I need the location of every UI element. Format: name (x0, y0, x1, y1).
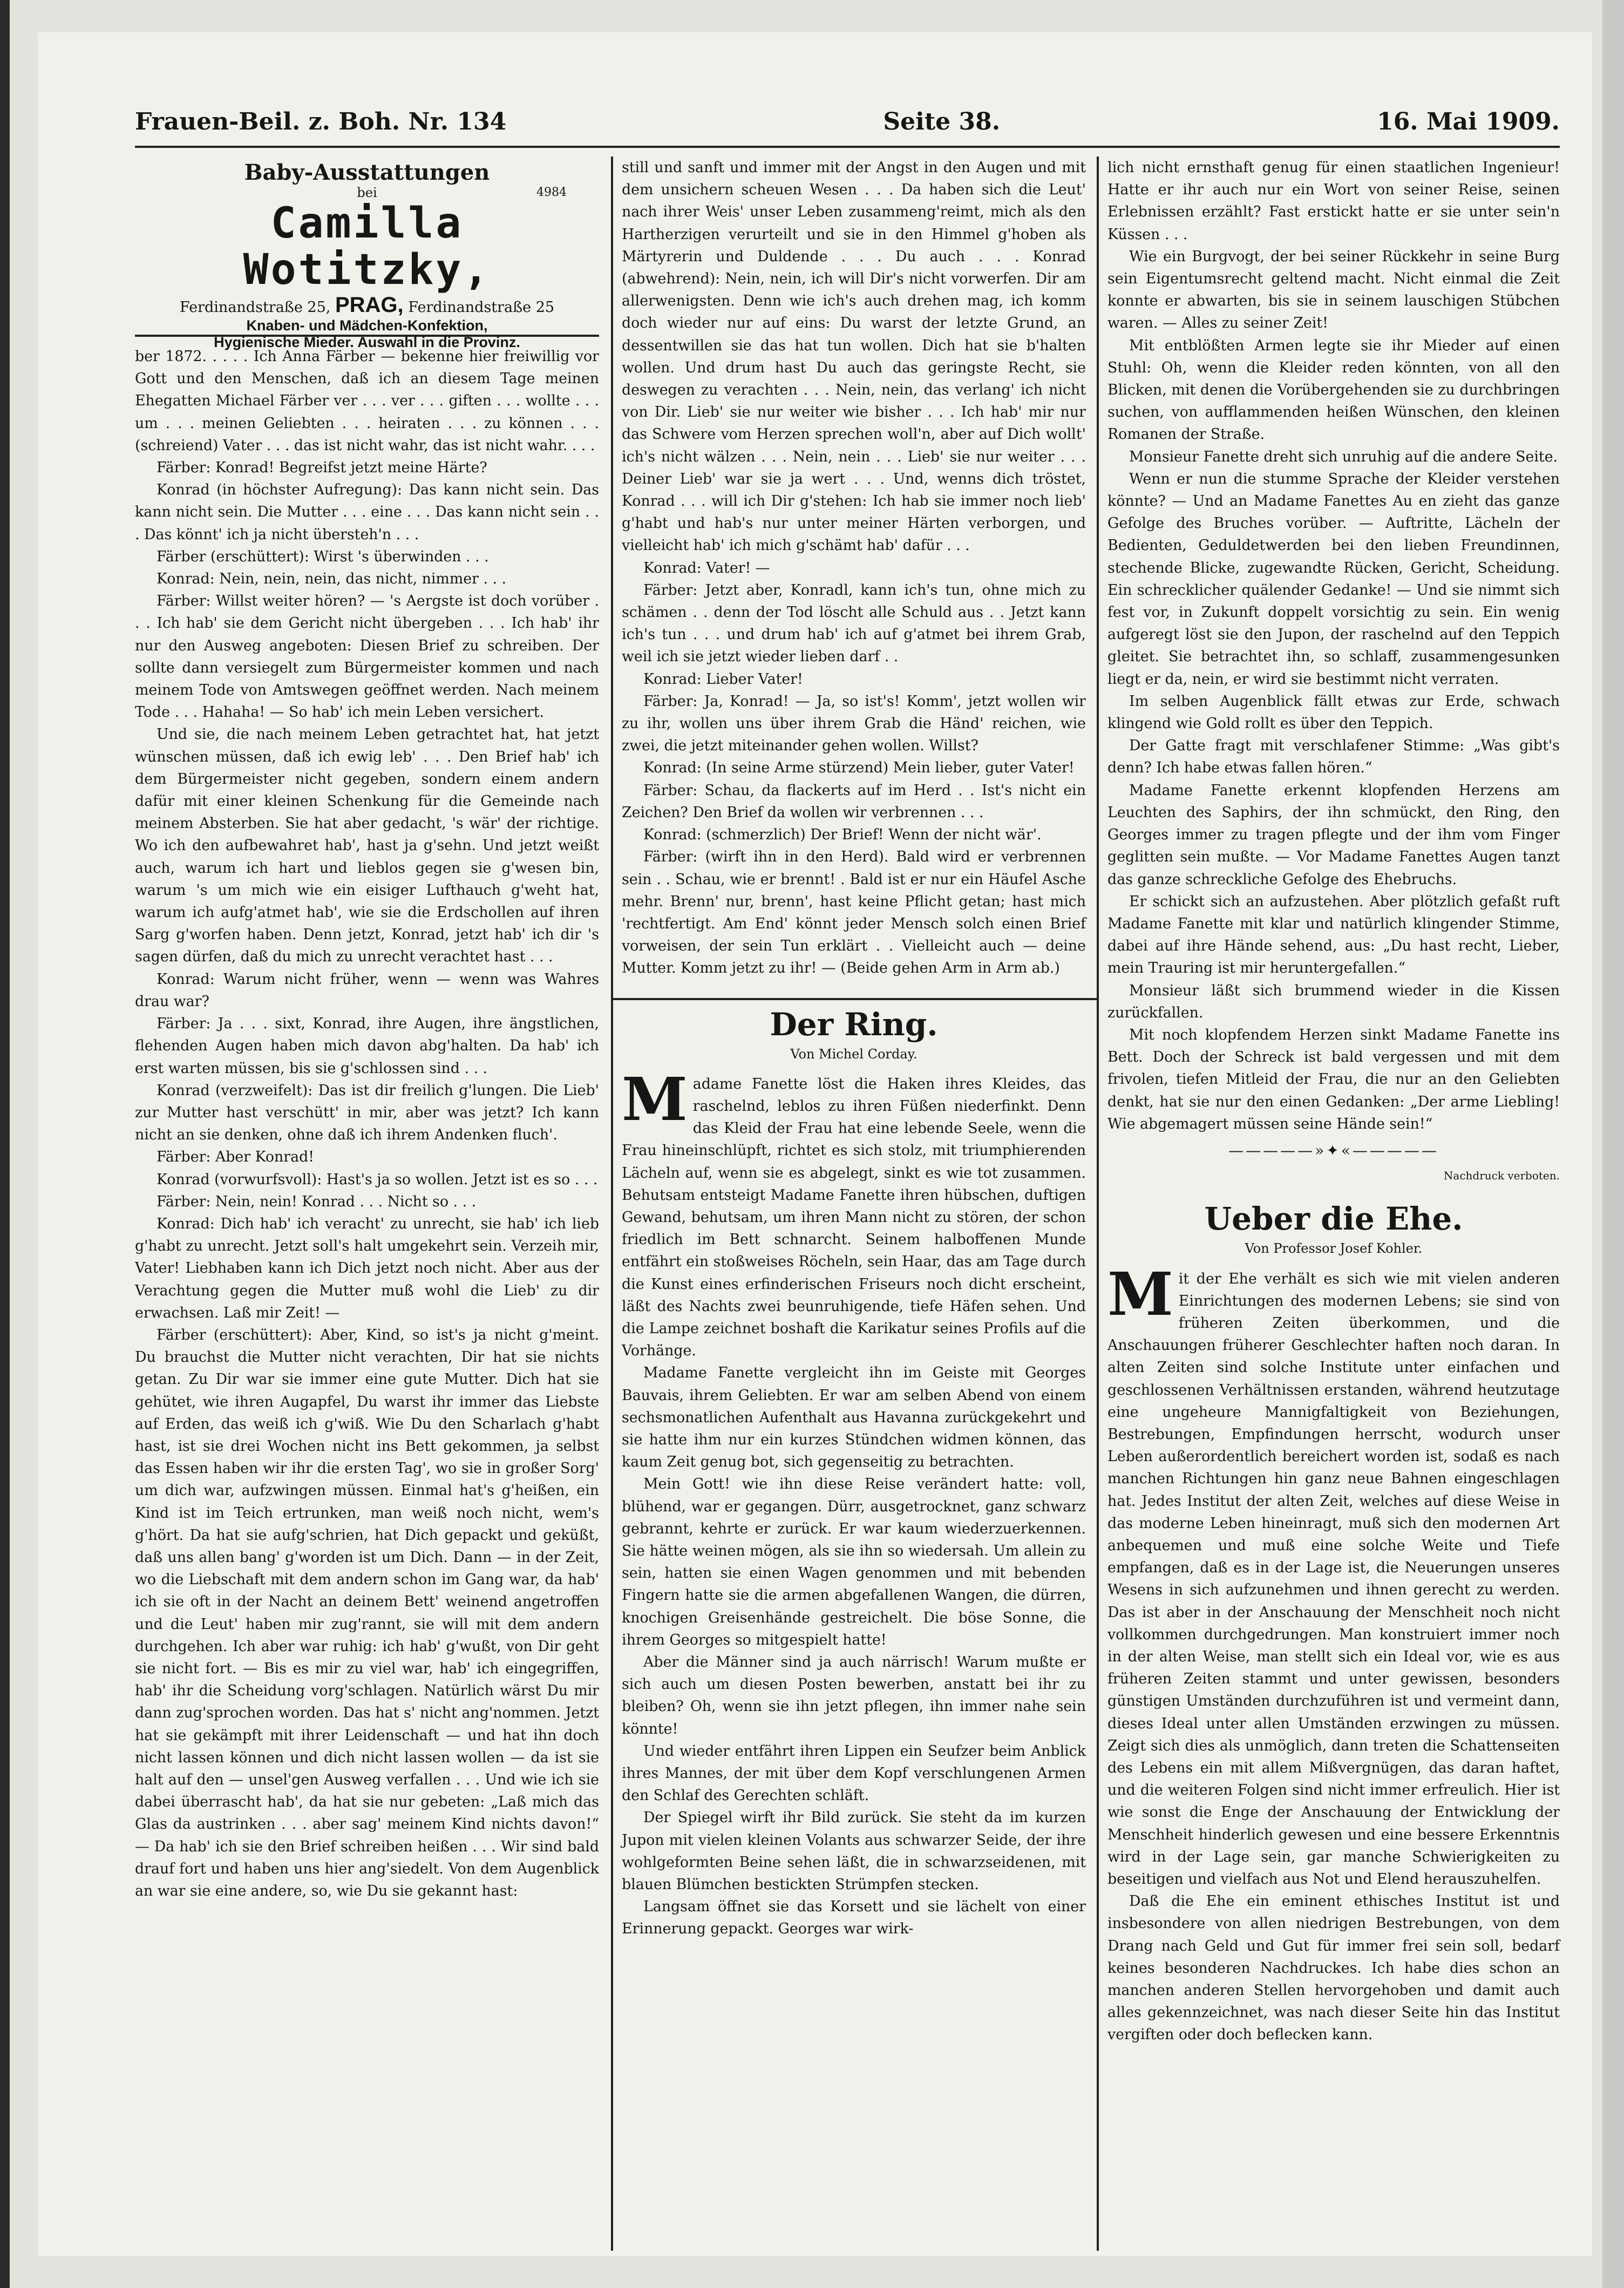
reprint-notice: Nachdruck verboten. (1443, 1169, 1560, 1183)
column-2 (622, 157, 1086, 1940)
paragraph: Im selben Augenblick fällt etwas zur Erde, schwach klingend wie Gold rollt es über den Teppich. (1107, 692, 1560, 732)
ad-number: 4984 (536, 186, 567, 199)
paragraph: Der Gatte fragt mit verschlafener Stimme: „Was gibt's denn? Ich habe etwas fallen hören.“ (1107, 737, 1560, 777)
ad-address (135, 293, 599, 317)
ad-city: PRAG, (335, 293, 404, 317)
article-author-ring: Von Michel Corday. (790, 1046, 918, 1062)
article-title-ehe: Ueber die Ehe. (1204, 1200, 1463, 1238)
article-title-ring: Der Ring. (770, 1006, 938, 1043)
paragraph: Färber: (wirft ihn in den Herd). Bald wird er verbrennen sein . . Schau, wie er brennt! . Bald ist er nur ein Häufel Asche mehr. Brenn' nur, brenn', hast keine Pflicht getan; hast mich 'rechtfertigt. Am End' könnt jeder Mensch solch einen Brief vorweisen, der sein Tun erklärt . . Vielleicht auch — deine Mutter. Komm jetzt zu ihr! — (Beide gehen Arm in Arm ab.) (622, 848, 1086, 977)
paragraph: ber 1872. . . . . Ich Anna Färber — bekenne hier freiwillig vor Gott und den Menschen, daß ich an diesem Tage meinen Ehegatten Michael Färber ver . . . ver . . . giften . . . wollte . . . um . . . meinen Geliebten . . . heiraten . . . zu können . . . (schreiend) Vater . . . das ist nicht wahr, das ist nicht wahr. . . . (135, 348, 599, 454)
paragraph: Wie ein Burgvogt, der bei seiner Rückkehr in seine Burg sein Eigentumsrecht geltend macht. Nicht einmal die Zeit konnte er abwarten, bis sie in seinem lauschigen Stübchen waren. — Alles zu seiner Zeit! (1107, 248, 1560, 332)
paragraph: Monsieur Fanette dreht sich unruhig auf die andere Seite. (1129, 448, 1558, 465)
paragraph: Konrad: (In seine Arme stürzend) Mein lieber, guter Vater! (643, 759, 1075, 777)
paragraph (1107, 1259, 1560, 1891)
paragraph: Konrad: Lieber Vater! (643, 670, 803, 688)
ad-line-2: Hygienische Mieder. Auswahl in die Provinz. (214, 334, 520, 350)
column-3 (1107, 157, 1560, 2046)
dropcap: M (622, 1064, 688, 1134)
paragraph: still und sanft und immer mit der Angst in den Augen und mit dem unsichern scheuen Wesen . . . Da haben sich die Leut' nach ihrer Weis' unser Leben zusammeng'reimt, mich als den Hartherzigen verurteilt und sie in den Himmel g'hoben als Märtyrerin und Duldende . . . Du auch . . . Konrad (abwehrend): Nein, nein, ich will Dir's nicht vorwerfen. Dir am allerwenigsten. Denn wie ich's auch drehen mag, ich komm doch wieder nur auf eins: Du warst der letzte Grund, an dessentwillen sie das hat tun wollen. Dich hat sie b'halten wollen. Und drum hast Du auch das geringste Recht, sie deswegen zu verachten . . . Nein, nein, das verlang' ich nicht von Dir. Lieb' sie nur weiter wie bisher . . . Ich hab' mir nur das Schwere vom Herzen sprechen woll'n, aber auf Dich wollt' ich's nicht wälzen . . . Nein, nein . . . Lieb' sie nur weiter . . . Deiner Lieb' war sie ja wert . . . Und, wenns dich tröstet, Konrad . . . will ich Dir g'stehen: Ich hab sie immer noch lieb' g'habt und hab's nur unter meiner Härten verborgen, und vielleicht hab' ich mich g'schämt hab' dafür . . . (622, 159, 1086, 554)
paragraph: Und wieder entfährt ihren Lippen ein Seufzer beim Anblick ihres Mannes, der mit über dem Kopf verschlungenen Armen den Schlaf des Gerechten schläft. (622, 1742, 1086, 1804)
paragraph: Er schickt sich an aufzustehen. Aber plötzlich gefaßt ruft Madame Fanette mit klar und natürlich klingender Stimme, dabei auf ihre Hände sehend, aus: „Du hast recht, Lieber, mein Trauring ist mir heruntergefallen.“ (1107, 893, 1560, 977)
scan-right-margin (1602, 0, 1624, 2288)
paragraph: Wenn er nun die stumme Sprache der Kleider verstehen könnte? — Und an Madame Fanettes Au en zieht das ganze Gefolge des Bruches vorüber. — Auftritte, Lächeln der Bedienten, Geduldetwerden bei den lieben Freundinnen, stechende Blicke, zugewandte Rücken, Gericht, Scheidung. Ein schrecklicher quälender Gedanke! — Und sie nimmt sich fest vor, in Zukunft doppelt vorsichtig zu sein. Ein wenig aufgeregt löst sie den Jupon, der raschelnd auf den Teppich gleitet. Sie betrachtet ihn, so schlaff, zusammengesunken liegt er da, nein, er wird sie bestimmt nicht verraten. (1107, 470, 1560, 688)
paragraph: Daß die Ehe ein eminent ethisches Institut ist und insbesondere von allen niedrigen Bestrebungen, von dem Drang nach Geld und Gut für immer frei sein soll, bedarf keines besonderen Nachdruckes. Ich habe dies schon an manchen anderen Stellen hervorgehoben und damit auch alles gekennzeichnet, was nach dieser Seite hin das Institut vergiften oder doch beflecken kann. (1107, 1893, 1560, 2043)
paragraph: lich nicht ernsthaft genug für einen staatlichen Ingenieur! Hatte er ihr auch nur ein Wort von seiner Reise, seinen Erlebnissen erzählt? Fast erstickt hatte er sie unter sein'n Küssen . . . (1107, 159, 1560, 243)
paragraph: Monsieur läßt sich brummend wieder in die Kissen zurückfallen. (1107, 982, 1560, 1021)
paragraph: Färber: Schau, da flackerts auf im Herd . . Ist's nicht ein Zeichen? Den Brief da wollen wir verbrennen . . . (622, 782, 1086, 821)
ad-line-1: Knaben- und Mädchen-Konfektion, (246, 317, 488, 334)
page-header (135, 108, 1560, 148)
paragraph: Konrad: (schmerzlich) Der Brief! Wenn der nicht wär'. (643, 826, 1042, 844)
ad-bei: bei (357, 185, 377, 200)
paragraph: Langsam öffnet sie das Korsett und sie lächelt von einer Erinnerung gepackt. Georges war wirk- (622, 1898, 1086, 1938)
paragraph-text: adame Fanette löst die Haken ihres Kleides, das raschelnd, leblos zu ihren Füßen niederfinkt. Denn das Kleid der Frau hat eine lebende Seele, wenn die Frau hineinschlüpft, richtet es sich stolz, mit triumphierenden Lächeln auf, wenn sie es abgelegt, sinkt es wie tot zusammen. Behutsam entsteigt Madame Fanette ihren hübschen, duftigen Gewand, behutsam, um ihren Mann nicht zu stören, der schon friedlich im Bett schnarcht. Seinem halboffenen Munde entfährt ein stoßweises Röcheln, sein Haar, das am Tage durch die Kunst eines erfinderischen Friseurs noch dicht erscheint, läßt des Nachts zwei beunruhigende, tiefe Häfen sehen. Und die Lampe zeichnet boshaft die Karikatur seines Profils auf die Vorhänge. (622, 1075, 1086, 1360)
ad-address-left: Ferdinandstraße 25, (179, 299, 331, 316)
paragraph: Aber die Männer sind ja auch närrisch! Warum mußte er sich auch um diesen Posten bewerben, anstatt bei ihr zu bleiben? Oh, wenn sie ihn jetzt pflegen, ihn immer nahe sein könnte! (622, 1654, 1086, 1737)
ad-address-right: Ferdinandstraße 25 (408, 299, 555, 316)
section-rule (611, 998, 1097, 1000)
paragraph: Färber: Aber Konrad! (157, 1149, 315, 1166)
paragraph: Madame Fanette erkennt klopfenden Herzens am Leuchten des Saphirs, der ihn schmückt, den Ring, den Georges immer zu tragen pflegte und der ihm vom Finger geglitten sein mußte. — Vor Madame Fanettes Augen tanzt das ganze schreckliche Gefolge des Ehebruchs. (1107, 782, 1560, 888)
paragraph-text: it der Ehe verhält es sich wie mit vielen anderen Einrichtungen des modernen Lebens; sie sind von früheren Zeiten überkommen, und die Anschauungen früherer Geschlechter haften noch daran. In alten Zeiten sind solche Institute unter einfachen und geschlossenen Verhältnissen erstanden, während heutzutage eine ungeheure Mannigfaltigkeit von Beziehungen, Bestrebungen, Empfindungen herrscht, wodurch unser Leben außerordentlich bereichert worden ist, sodaß es nach manchen Richtungen hin ganz neue Bahnen eingeschlagen hat. Jedes Institut der alten Zeit, welches auf diese Weise in das moderne Leben hineinragt, muß sich den modernen Art anbequemen und muß eine solche Weite und Tiefe empfangen, daß es in der Lage ist, die Neuerungen unseres Wesens in sich aufzunehmen und ihnen gerecht zu werden. Das ist aber in der Anschauung der Menschheit noch nicht vollkommen durchgedrungen. Man konstruiert immer noch in der alten Weise, man stellt sich ein Ideal vor, wie es aus früheren Zeiten stammt und unter gewissen, besonders günstigen Umständen durchzuführen ist und vermeint dann, dieses Ideal unter allen Umständen erzwingen zu müssen. Zeigt sich dies als unmöglich, dann treten die Schattenseiten des Lebens ein mit allem Mißvergnügen, das daran haftet, und die weiteren Folgen sind nicht immer erfreulich. Hier ist wie sonst die Enge der Anschauung der Entwicklung der Menschheit hinderlich gewesen und eine bessere Erkenntnis wird in der Lage sein, gar manche Schwierigkeiten zu beseitigen und vielfach aus Not und Elend herauszuhelfen. (1107, 1270, 1560, 1888)
paragraph: Färber: Ja, Konrad! — Ja, so ist's! Komm', jetzt wollen wir zu ihr, wollen uns über ihrem Grab die Händ' reichen, wie zwei, die jetzt miteinander gehen wollen. Willst? (622, 692, 1086, 755)
column-rule-1 (611, 157, 613, 2251)
paragraph: Färber: Jetzt aber, Konradl, kann ich's tun, ohne mich zu schämen . . denn der Tod löscht alle Schuld aus . . Jetzt kann ich's tun . . . und drum hab' ich auf g'atmet bei ihrem Grab, weil ich sie jetzt wieder lieben darf . . (622, 581, 1086, 666)
paragraph: Mit entblößten Armen legte sie ihr Mieder auf einen Stuhl: Oh, wenn die Kleider reden könnten, von all den Blicken, mit denen die Vorübergehenden sie zu durchbringen suchen, von aufflammenden heißen Wünschen, den kleinen Romanen der Straße. (1107, 337, 1560, 443)
paragraph: Und sie, die nach meinem Leben getrachtet hat, hat jetzt wünschen müssen, daß ich ewig leb' . . . Den Brief hab' ich dem Bürgermeister nicht gegeben, sondern einem andern dafür mit einer kleinen Schenkung für die Gemeinde nach meinem Absterben. Sie hat aber gedacht, 's wär' der richtige. Wo ich den aufbewahret hab', hast ja g'sehn. Und jetzt weißt auch, warum ich hart und lieblos gegen sie g'wesen bin, warum 's um mich wie ein eisiger Lufthauch g'weht hat, warum ich aufg'atmet hab', wie sie die Erdschollen auf ihren Sarg g'worfen haben. Denn jetzt, Konrad, jetzt hab' ich dir 's sagen dürfen, daß du mich zu unrecht verachtet hast . . . (135, 726, 599, 966)
paragraph: Mein Gott! wie ihn diese Reise verändert hatte: voll, blühend, war er gegangen. Dürr, ausgetrocknet, ganz schwarz gebrannt, kehrte er zurück. Er war kaum wiederzuerkennen. Sie hätte weinen mögen, als sie ihn so wiedersah. Um allein zu sein, hatten sie einen Wagen genommen und mit bebenden Fingern hatte sie die armen abgefallenen Wangen, die dürren, knochigen Greisenhände gestreichelt. Die böse Sonne, die ihrem Georges so mitgespielt hatte! (622, 1476, 1086, 1648)
column-1 (135, 345, 599, 1902)
header-publication: Frauen-Beil. z. Boh. Nr. 134 (135, 108, 507, 135)
dropcap: M (1107, 1259, 1173, 1329)
paragraph: Färber: Ja . . . sixt, Konrad, ihre Augen, ihre ängstlichen, flehenden Augen haben mich davon abg'halten. Da hab' ich erst warten müssen, bis sie g'schlossen sind . . . (135, 1015, 599, 1077)
paragraph: Färber (erschüttert): Aber, Kind, so ist's ja nicht g'meint. Du brauchst die Mutter nicht verachten, Dir hat sie nichts getan. Zu Dir war sie immer eine gute Mutter. Dich hat sie gehütet, wie ihren Augapfel, Du warst ihr immer das Liebste auf Erden, das weiß ich g'wiß. Wie Du den Scharlach g'habt hast, ist sie drei Wochen nicht ins Bett gekommen, ja selbst das Essen haben wir ihr die ersten Tag', wo sie in großer Sorg' um dich war, aufzwingen müssen. Einmal hat's g'heißen, ein Kind ist im Teich ertrunken, man weiß noch nicht, wem's g'hört. Da hat sie aufg'schrien, hat Dich gepackt und geküßt, daß uns allen bang' g'worden ist um Dich. Dann — in der Zeit, wo die Liebschaft mit dem andern schon im Gang war, da hab' ich sie oft in der Nacht an deinem Bett' weinend angetroffen und die Leut' haben mir zug'rannt, sie will mit dem andern durchgehen. Ich aber war ruhig: ich hab' g'wußt, von Dir geht sie nicht fort. — Bis es mir zu viel war, hab' ich eingegriffen, hab' ihr die Scheidung vorg'schlagen. Natürlich wärst Du mir dann zug'sprochen worden. Das hat s' nicht ang'nommen. Jetzt hat sie gekämpft mit ihrer Leidenschaft — und hat ihn doch nicht lassen können und dich nicht lassen wollen — da ist sie halt auf den — unsel'gen Ausweg verfallen . . . Und wie ich sie dabei überrascht hab', da hat sie nur gebeten: „Laß mich das Glas da austrinken . . . aber sag' meinem Kind nichts davon!“ — Da hab' ich sie den Brief schreiben heißen . . . Wir sind bald drauf fort und haben uns hier ang'siedelt. Von dem Augenblick an war sie eine andere, so, wie Du sie gekannt hast: (135, 1326, 599, 1900)
paragraph: Färber (erschüttert): Wirst 's überwinden . . . (157, 548, 489, 565)
paragraph: Konrad (verzweifelt): Das ist dir freilich g'lungen. Die Lieb' zur Mutter hast verschütt' in mir, aber was jetzt? Ich kann nicht an sie denken, ohne daß ich ihrem Andenken fluch'. (135, 1082, 599, 1144)
header-page-number: Seite 38. (883, 108, 1001, 135)
paragraph: Färber: Willst weiter hören? — 's Aergste ist doch vorüber . . . Ich hab' sie dem Gericht nicht übergeben . . . Ich hab' ihr nur den Ausweg angeboten: Diesen Brief zu schreiben. Der sollte dann versiegelt zum Bürgermeister kommen und nach meinem Tode von Amtswegen geöffnet werden. Nach meinem Tode . . . Hahaha! — So hab' ich mein Leben versichert. (135, 593, 599, 721)
paragraph: Konrad: Vater! — (643, 559, 770, 576)
ad-title: Baby-Ausstattungen (244, 160, 490, 185)
paragraph: Färber: Konrad! Begreifst jetzt meine Härte? (157, 459, 487, 477)
paragraph: Mit noch klopfendem Herzen sinkt Madame Fanette ins Bett. Doch der Schreck ist bald vergessen und mit dem frivolen, tiefen Mitleid der Frau, die nur an den Geliebten denkt, hat sie nur den einen Gedanken: „Der arme Liebling! Wie abgemagert müssen seine Hände sein!“ (1107, 1026, 1560, 1132)
paragraph: Konrad: Warum nicht früher, wenn — wenn was Wahres drau war? (135, 970, 599, 1010)
scan-binding-edge (0, 0, 10, 2288)
paragraph: Der Spiegel wirft ihr Bild zurück. Sie steht da im kurzen Jupon mit vielen kleinen Volants aus schwarzer Seide, der ihre wohlgeformten Beine sehen läßt, die in schwarzseidenen, mit blauen Blümchen bestickten Strümpfen stecken. (622, 1809, 1086, 1893)
paragraph: Konrad: Dich hab' ich veracht' zu unrecht, sie hab' ich lieb g'habt zu unrecht. Jetzt soll's halt umgekehrt sein. Verzeih mir, Vater! Liebhaben kann ich Dich jetzt noch nicht. Aber aus der Verachtung gegen die Mutter muß wohl die Lieb' zu dir erwachsen. Laß mir Zeit! — (135, 1215, 599, 1321)
column-rule-2 (1097, 157, 1099, 2251)
paragraph (622, 1064, 1086, 1362)
paragraph: Färber: Nein, nein! Konrad . . . Nicht so . . . (157, 1193, 477, 1210)
paragraph: Konrad (in höchster Aufregung): Das kann nicht sein. Das kann nicht sein. Die Mutter . . . eine . . . Das kann nicht sein . . . Das könnt' ich ja nicht übersteh'n . . . (135, 481, 599, 543)
advertisement (135, 157, 599, 350)
header-date: 16. Mai 1909. (1377, 108, 1560, 135)
article-author-ehe: Von Professor Josef Kohler. (1245, 1241, 1423, 1257)
paragraph: Konrad (vorwurfsvoll): Hast's ja so wollen. Jetzt ist es so . . . (157, 1171, 598, 1188)
ad-company-name: Camilla Wotitzky, (243, 199, 491, 294)
paragraph: Konrad: Nein, nein, nein, das nicht, nimmer . . . (157, 571, 507, 588)
paragraph: Madame Fanette vergleicht ihn im Geiste mit Georges Bauvais, ihrem Geliebten. Er war am selben Abend von einem sechsmonatlichen Aufenthalt aus Havanna zurückgekehrt und sie hatte ihm nur ein kurzes Stündchen widmen können, das kaum Zeit genug bot, sich gegenseitig zu betrachten. (622, 1364, 1086, 1471)
divider-ornament: —————»✦«————— (1228, 1141, 1439, 1159)
